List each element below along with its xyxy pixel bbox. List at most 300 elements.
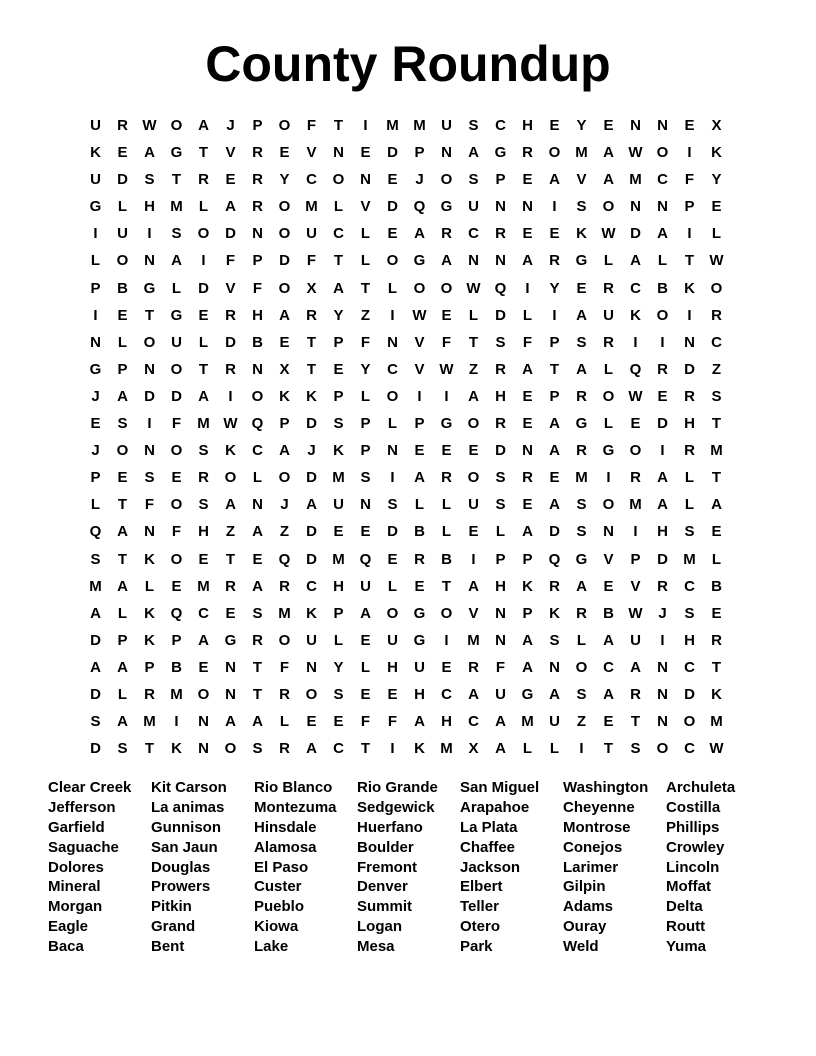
grid-letter[interactable]: W — [601, 225, 616, 243]
grid-letter[interactable]: K — [522, 577, 533, 595]
grid-letter[interactable]: P — [684, 198, 695, 216]
grid-letter[interactable]: L — [441, 523, 452, 541]
grid-letter[interactable]: N — [495, 631, 506, 649]
grid-letter[interactable]: X — [306, 279, 317, 297]
grid-letter[interactable]: O — [440, 604, 453, 622]
grid-letter[interactable]: H — [144, 198, 155, 216]
grid-letter[interactable]: O — [656, 144, 669, 162]
grid-letter[interactable]: S — [117, 415, 128, 433]
grid-letter[interactable]: E — [117, 469, 128, 487]
grid-letter[interactable]: R — [441, 469, 452, 487]
grid-letter[interactable]: B — [414, 523, 425, 541]
grid-letter[interactable]: E — [630, 415, 641, 433]
grid-letter[interactable]: E — [522, 225, 533, 243]
grid-letter[interactable]: T — [711, 469, 722, 487]
grid-letter[interactable]: R — [252, 198, 263, 216]
grid-letter[interactable]: F — [306, 117, 317, 134]
grid-letter[interactable]: E — [603, 713, 614, 731]
grid-letter[interactable]: D — [657, 415, 668, 433]
grid-letter[interactable]: I — [660, 333, 665, 351]
grid-letter[interactable]: V — [468, 604, 479, 622]
grid-letter[interactable]: O — [386, 387, 399, 405]
grid-letter[interactable]: E — [387, 685, 398, 703]
grid-letter[interactable]: A — [306, 740, 317, 758]
grid-letter[interactable]: V — [630, 577, 641, 595]
grid-letter[interactable]: U — [306, 225, 317, 243]
grid-letter[interactable]: R — [549, 577, 560, 595]
grid-letter[interactable]: M — [575, 144, 588, 162]
grid-letter[interactable]: Y — [333, 306, 344, 324]
grid-letter[interactable]: A — [171, 252, 182, 270]
grid-letter[interactable]: E — [387, 550, 398, 568]
grid-letter[interactable]: K — [279, 387, 290, 405]
grid-letter[interactable]: E — [171, 469, 182, 487]
grid-letter[interactable]: M — [332, 469, 345, 487]
grid-letter[interactable]: L — [117, 333, 128, 351]
grid-letter[interactable]: A — [198, 117, 209, 134]
grid-letter[interactable]: A — [468, 387, 479, 405]
grid-letter[interactable]: I — [228, 387, 233, 405]
grid-letter[interactable]: E — [522, 387, 533, 405]
grid-letter[interactable]: P — [252, 252, 263, 270]
grid-letter[interactable]: A — [198, 387, 209, 405]
grid-letter[interactable]: G — [170, 144, 183, 162]
grid-letter[interactable]: O — [197, 685, 210, 703]
grid-letter[interactable]: N — [630, 198, 641, 216]
grid-letter[interactable]: A — [117, 713, 128, 731]
grid-letter[interactable]: O — [413, 279, 426, 297]
grid-letter[interactable]: M — [305, 198, 318, 216]
grid-letter[interactable]: F — [279, 658, 290, 676]
grid-letter[interactable]: R — [495, 415, 506, 433]
grid-letter[interactable]: A — [522, 252, 533, 270]
grid-letter[interactable]: E — [333, 523, 344, 541]
grid-letter[interactable]: P — [90, 279, 101, 297]
grid-letter[interactable]: J — [91, 442, 100, 460]
grid-letter[interactable]: R — [603, 279, 614, 297]
grid-letter[interactable]: R — [279, 577, 290, 595]
grid-letter[interactable]: A — [90, 658, 101, 676]
grid-letter[interactable]: M — [710, 442, 723, 460]
grid-letter[interactable]: N — [198, 713, 209, 731]
grid-letter[interactable]: T — [252, 685, 263, 703]
grid-letter[interactable]: I — [390, 306, 395, 324]
grid-letter[interactable]: T — [306, 360, 317, 378]
grid-letter[interactable]: D — [306, 469, 317, 487]
grid-letter[interactable]: A — [549, 496, 560, 514]
grid-letter[interactable]: R — [711, 631, 722, 649]
grid-letter[interactable]: L — [333, 631, 344, 649]
grid-letter[interactable]: C — [333, 740, 344, 758]
grid-letter[interactable]: V — [225, 279, 236, 297]
grid-letter[interactable]: D — [387, 198, 398, 216]
grid-letter[interactable]: A — [144, 144, 155, 162]
grid-letter[interactable]: N — [360, 171, 371, 189]
grid-letter[interactable]: T — [333, 117, 344, 134]
grid-letter[interactable]: T — [360, 279, 371, 297]
grid-letter[interactable]: N — [522, 442, 533, 460]
grid-letter[interactable]: C — [495, 117, 506, 134]
grid-letter[interactable]: V — [225, 144, 236, 162]
grid-letter[interactable]: N — [657, 658, 668, 676]
grid-letter[interactable]: O — [548, 144, 561, 162]
grid-letter[interactable]: A — [522, 631, 533, 649]
grid-letter[interactable]: S — [90, 713, 101, 731]
grid-letter[interactable]: V — [306, 144, 317, 162]
grid-letter[interactable]: E — [684, 117, 695, 134]
grid-letter[interactable]: A — [279, 306, 290, 324]
grid-letter[interactable]: L — [117, 604, 128, 622]
grid-letter[interactable]: E — [333, 713, 344, 731]
grid-letter[interactable]: T — [144, 306, 155, 324]
grid-letter[interactable]: A — [117, 658, 128, 676]
grid-letter[interactable]: D — [225, 225, 236, 243]
grid-letter[interactable]: U — [117, 225, 128, 243]
grid-letter[interactable]: V — [360, 198, 371, 216]
grid-letter[interactable]: S — [549, 631, 560, 649]
grid-letter[interactable]: E — [225, 604, 236, 622]
grid-letter[interactable]: E — [198, 550, 209, 568]
grid-letter[interactable]: P — [360, 415, 371, 433]
grid-letter[interactable]: C — [711, 333, 722, 351]
grid-letter[interactable]: E — [360, 631, 371, 649]
grid-letter[interactable]: O — [278, 279, 291, 297]
grid-letter[interactable]: A — [441, 252, 452, 270]
grid-letter[interactable]: E — [360, 523, 371, 541]
grid-letter[interactable]: T — [360, 740, 371, 758]
grid-letter[interactable]: I — [525, 279, 530, 297]
grid-letter[interactable]: W — [142, 117, 157, 134]
grid-letter[interactable]: A — [117, 577, 128, 595]
grid-letter[interactable]: T — [441, 577, 452, 595]
grid-letter[interactable]: F — [360, 713, 371, 731]
grid-letter[interactable]: O — [629, 442, 642, 460]
grid-letter[interactable]: U — [549, 713, 560, 731]
grid-letter[interactable]: S — [495, 496, 506, 514]
grid-letter[interactable]: S — [387, 496, 398, 514]
grid-letter[interactable]: F — [306, 252, 317, 270]
grid-letter[interactable]: R — [495, 225, 506, 243]
grid-letter[interactable]: K — [630, 306, 641, 324]
grid-letter[interactable]: I — [93, 306, 98, 324]
grid-letter[interactable]: B — [711, 577, 722, 595]
grid-letter[interactable]: Y — [711, 171, 722, 189]
grid-letter[interactable]: R — [252, 171, 263, 189]
grid-letter[interactable]: W — [223, 415, 238, 433]
grid-letter[interactable]: S — [90, 550, 101, 568]
grid-letter[interactable]: Y — [549, 279, 560, 297]
grid-letter[interactable]: O — [656, 306, 669, 324]
grid-letter[interactable]: K — [306, 387, 317, 405]
grid-letter[interactable]: R — [414, 550, 425, 568]
grid-letter[interactable]: V — [603, 550, 614, 568]
grid-letter[interactable]: L — [684, 496, 695, 514]
grid-letter[interactable]: E — [225, 171, 236, 189]
grid-letter[interactable]: N — [198, 740, 209, 758]
grid-letter[interactable]: G — [440, 415, 453, 433]
grid-letter[interactable]: R — [576, 604, 587, 622]
grid-letter[interactable]: Q — [359, 550, 372, 568]
grid-letter[interactable]: S — [468, 117, 479, 134]
grid-letter[interactable]: H — [522, 117, 533, 134]
grid-letter[interactable]: I — [174, 713, 179, 731]
grid-letter[interactable]: I — [444, 631, 449, 649]
grid-letter[interactable]: S — [684, 523, 695, 541]
grid-letter[interactable]: L — [252, 469, 263, 487]
grid-letter[interactable]: D — [495, 442, 506, 460]
grid-letter[interactable]: A — [630, 658, 641, 676]
grid-letter[interactable]: Z — [711, 360, 722, 378]
grid-letter[interactable]: L — [387, 577, 398, 595]
grid-letter[interactable]: C — [198, 604, 209, 622]
grid-letter[interactable]: A — [198, 631, 209, 649]
grid-letter[interactable]: L — [495, 523, 506, 541]
grid-letter[interactable]: E — [198, 306, 209, 324]
grid-letter[interactable]: D — [90, 685, 101, 703]
grid-letter[interactable]: J — [658, 604, 667, 622]
grid-letter[interactable]: X — [468, 740, 479, 758]
grid-letter[interactable]: D — [387, 144, 398, 162]
grid-letter[interactable]: W — [439, 360, 454, 378]
grid-letter[interactable]: E — [414, 577, 425, 595]
grid-letter[interactable]: F — [387, 713, 398, 731]
grid-letter[interactable]: O — [602, 387, 615, 405]
grid-letter[interactable]: H — [441, 713, 452, 731]
grid-letter[interactable]: P — [117, 360, 128, 378]
grid-letter[interactable]: W — [628, 604, 643, 622]
grid-letter[interactable]: H — [414, 685, 425, 703]
grid-letter[interactable]: D — [225, 333, 236, 351]
grid-letter[interactable]: E — [468, 523, 479, 541]
grid-letter[interactable]: O — [440, 171, 453, 189]
grid-letter[interactable]: A — [414, 225, 425, 243]
grid-letter[interactable]: O — [116, 252, 129, 270]
grid-letter[interactable]: M — [467, 631, 480, 649]
grid-letter[interactable]: N — [333, 144, 344, 162]
grid-letter[interactable]: J — [91, 387, 100, 405]
grid-letter[interactable]: N — [225, 685, 236, 703]
grid-letter[interactable]: E — [441, 306, 452, 324]
grid-letter[interactable]: O — [278, 469, 291, 487]
grid-letter[interactable]: I — [606, 469, 611, 487]
grid-letter[interactable]: I — [93, 225, 98, 243]
grid-letter[interactable]: A — [549, 442, 560, 460]
grid-letter[interactable]: D — [171, 387, 182, 405]
grid-letter[interactable]: I — [201, 252, 206, 270]
grid-letter[interactable]: A — [279, 442, 290, 460]
grid-letter[interactable]: L — [657, 252, 668, 270]
grid-letter[interactable]: G — [521, 685, 534, 703]
grid-letter[interactable]: G — [494, 144, 507, 162]
grid-letter[interactable]: G — [575, 550, 588, 568]
grid-letter[interactable]: C — [657, 171, 668, 189]
grid-letter[interactable]: L — [522, 740, 533, 758]
grid-letter[interactable]: K — [90, 144, 101, 162]
grid-letter[interactable]: A — [549, 685, 560, 703]
grid-letter[interactable]: R — [468, 658, 479, 676]
grid-letter[interactable]: M — [683, 550, 696, 568]
grid-letter[interactable]: N — [468, 252, 479, 270]
grid-letter[interactable]: P — [495, 550, 506, 568]
grid-letter[interactable]: Z — [225, 523, 236, 541]
grid-letter[interactable]: E — [522, 171, 533, 189]
grid-letter[interactable]: E — [117, 144, 128, 162]
grid-letter[interactable]: V — [576, 171, 587, 189]
grid-letter[interactable]: W — [628, 144, 643, 162]
grid-letter[interactable]: I — [660, 631, 665, 649]
grid-letter[interactable]: P — [549, 333, 560, 351]
grid-letter[interactable]: S — [252, 740, 263, 758]
grid-letter[interactable]: Q — [89, 523, 102, 541]
grid-letter[interactable]: L — [711, 550, 722, 568]
grid-letter[interactable]: T — [630, 713, 641, 731]
grid-letter[interactable]: Y — [333, 658, 344, 676]
grid-letter[interactable]: R — [630, 469, 641, 487]
grid-letter[interactable]: E — [117, 306, 128, 324]
grid-letter[interactable]: E — [90, 415, 101, 433]
grid-letter[interactable]: J — [280, 496, 289, 514]
grid-letter[interactable]: O — [143, 333, 156, 351]
grid-letter[interactable]: Q — [251, 415, 264, 433]
grid-letter[interactable]: K — [711, 685, 722, 703]
grid-letter[interactable]: U — [90, 171, 101, 189]
grid-letter[interactable]: P — [414, 415, 425, 433]
grid-letter[interactable]: O — [386, 604, 399, 622]
grid-letter[interactable]: H — [657, 523, 668, 541]
grid-letter[interactable]: D — [198, 279, 209, 297]
grid-letter[interactable]: W — [628, 387, 643, 405]
grid-letter[interactable]: M — [521, 713, 534, 731]
grid-letter[interactable]: E — [360, 144, 371, 162]
grid-letter[interactable]: U — [333, 496, 344, 514]
grid-letter[interactable]: P — [144, 658, 155, 676]
grid-letter[interactable]: S — [576, 333, 587, 351]
grid-letter[interactable]: J — [307, 442, 316, 460]
grid-letter[interactable]: A — [657, 469, 668, 487]
grid-letter[interactable]: Y — [576, 117, 587, 134]
grid-letter[interactable]: A — [225, 198, 236, 216]
grid-letter[interactable]: O — [170, 550, 183, 568]
grid-letter[interactable]: A — [657, 225, 668, 243]
grid-letter[interactable]: L — [90, 496, 101, 514]
grid-letter[interactable]: Q — [494, 279, 507, 297]
grid-letter[interactable]: W — [412, 306, 427, 324]
grid-letter[interactable]: S — [360, 469, 371, 487]
grid-letter[interactable]: R — [603, 333, 614, 351]
grid-letter[interactable]: G — [440, 198, 453, 216]
grid-letter[interactable]: R — [495, 360, 506, 378]
grid-letter[interactable]: E — [441, 442, 452, 460]
grid-letter[interactable]: R — [198, 469, 209, 487]
grid-letter[interactable]: H — [684, 415, 695, 433]
grid-letter[interactable]: T — [198, 360, 209, 378]
grid-letter[interactable]: L — [333, 198, 344, 216]
grid-letter[interactable]: E — [279, 144, 290, 162]
grid-letter[interactable]: Q — [413, 198, 426, 216]
grid-letter[interactable]: G — [575, 252, 588, 270]
grid-letter[interactable]: T — [225, 550, 236, 568]
grid-letter[interactable]: R — [522, 144, 533, 162]
grid-letter[interactable]: H — [333, 577, 344, 595]
grid-letter[interactable]: U — [90, 117, 101, 134]
grid-letter[interactable]: O — [278, 225, 291, 243]
grid-letter[interactable]: U — [630, 631, 641, 649]
grid-letter[interactable]: Q — [170, 604, 183, 622]
grid-letter[interactable]: E — [549, 117, 560, 134]
grid-letter[interactable]: H — [495, 577, 506, 595]
grid-letter[interactable]: K — [306, 604, 317, 622]
grid-letter[interactable]: R — [549, 252, 560, 270]
grid-letter[interactable]: J — [226, 117, 235, 134]
grid-letter[interactable]: A — [549, 415, 560, 433]
grid-letter[interactable]: T — [252, 658, 263, 676]
grid-letter[interactable]: H — [252, 306, 263, 324]
grid-letter[interactable]: G — [413, 604, 426, 622]
grid-letter[interactable]: O — [224, 740, 237, 758]
grid-letter[interactable]: L — [603, 360, 614, 378]
grid-letter[interactable]: M — [710, 713, 723, 731]
grid-letter[interactable]: A — [603, 685, 614, 703]
grid-letter[interactable]: C — [306, 577, 317, 595]
grid-letter[interactable]: N — [441, 144, 452, 162]
grid-letter[interactable]: P — [117, 631, 128, 649]
grid-letter[interactable]: U — [306, 631, 317, 649]
grid-letter[interactable]: D — [90, 740, 101, 758]
grid-letter[interactable]: N — [603, 523, 614, 541]
grid-letter[interactable]: M — [197, 415, 210, 433]
grid-letter[interactable]: X — [711, 117, 722, 134]
grid-letter[interactable]: A — [576, 360, 587, 378]
grid-letter[interactable]: C — [603, 658, 614, 676]
grid-letter[interactable]: O — [197, 225, 210, 243]
grid-letter[interactable]: U — [171, 333, 182, 351]
grid-letter[interactable]: A — [522, 658, 533, 676]
grid-letter[interactable]: A — [522, 523, 533, 541]
grid-letter[interactable]: R — [252, 144, 263, 162]
grid-letter[interactable]: P — [414, 144, 425, 162]
grid-letter[interactable]: K — [414, 740, 425, 758]
grid-letter[interactable]: A — [225, 496, 236, 514]
grid-letter[interactable]: A — [495, 740, 506, 758]
grid-letter[interactable]: E — [279, 333, 290, 351]
grid-letter[interactable]: A — [495, 713, 506, 731]
grid-letter[interactable]: P — [333, 387, 344, 405]
grid-letter[interactable]: R — [225, 577, 236, 595]
grid-letter[interactable]: X — [279, 360, 290, 378]
grid-letter[interactable]: O — [116, 442, 129, 460]
grid-letter[interactable]: C — [387, 360, 398, 378]
grid-letter[interactable]: E — [549, 469, 560, 487]
grid-letter[interactable]: C — [306, 171, 317, 189]
grid-letter[interactable]: H — [198, 523, 209, 541]
grid-letter[interactable]: A — [576, 577, 587, 595]
grid-letter[interactable]: B — [441, 550, 452, 568]
grid-letter[interactable]: O — [278, 631, 291, 649]
grid-letter[interactable]: A — [657, 496, 668, 514]
grid-letter[interactable]: U — [441, 117, 452, 134]
grid-letter[interactable]: G — [89, 360, 102, 378]
grid-letter[interactable]: O — [440, 279, 453, 297]
grid-letter[interactable]: S — [468, 171, 479, 189]
grid-letter[interactable]: Y — [279, 171, 290, 189]
grid-letter[interactable]: R — [306, 306, 317, 324]
grid-letter[interactable]: O — [710, 279, 723, 297]
grid-letter[interactable]: I — [363, 117, 368, 134]
grid-letter[interactable]: Z — [360, 306, 371, 324]
grid-letter[interactable]: G — [602, 442, 615, 460]
grid-letter[interactable]: G — [170, 306, 183, 324]
grid-letter[interactable]: P — [522, 550, 533, 568]
